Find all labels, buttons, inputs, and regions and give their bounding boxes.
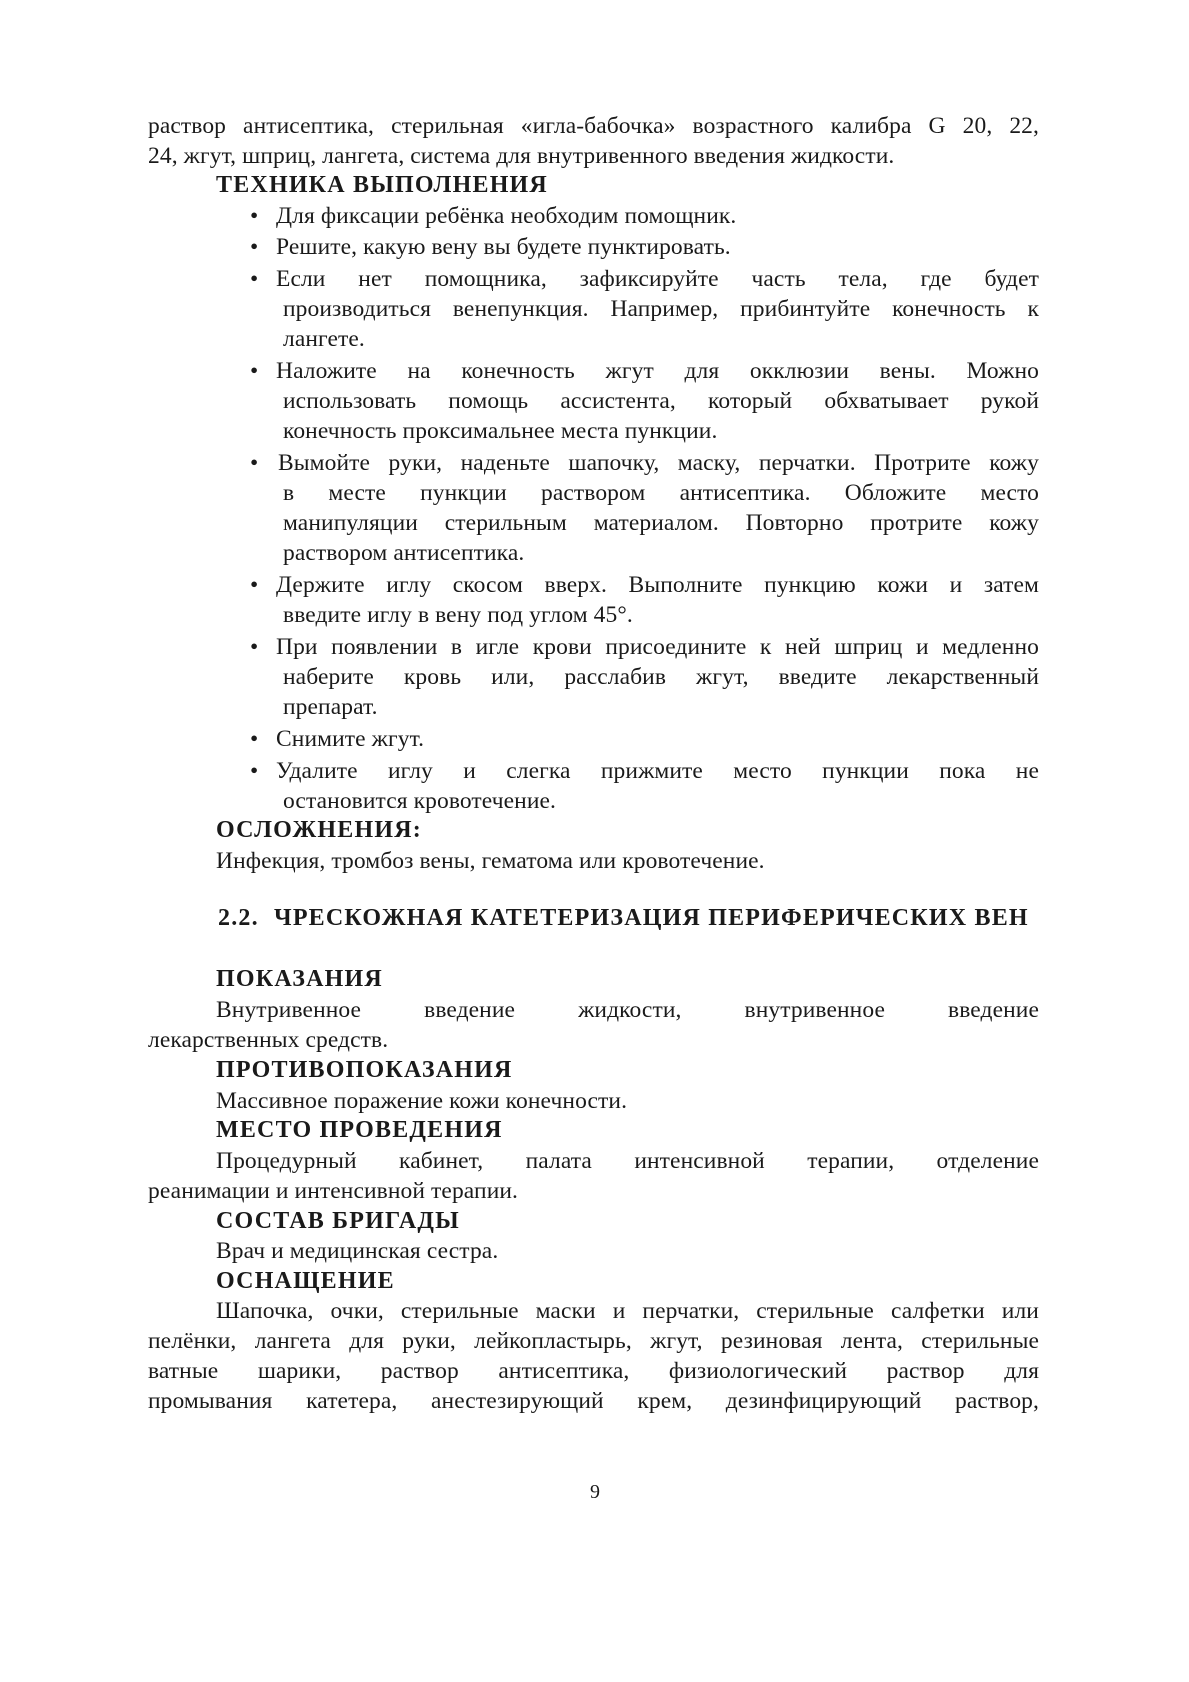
list-item-line: раствором антисептика.	[283, 540, 525, 566]
list-item-line: Решите, какую вену вы будете пунктировать.	[276, 234, 731, 260]
equipment-line-1: Шапочка, очки, стерильные маски и перчатки, стерильные салфетки или	[216, 1298, 1039, 1324]
list-item-line: Удалите иглу и слегка прижмите место пункции пока не	[276, 758, 1039, 784]
page-number: 9	[590, 1481, 600, 1503]
bullet-marker: •	[250, 726, 259, 752]
complications-text: Инфекция, тромбоз вены, гематома или кровотечение.	[216, 848, 765, 874]
technique-heading: ТЕХНИКА ВЫПОЛНЕНИЯ	[216, 172, 548, 198]
bullet-marker: •	[250, 450, 259, 476]
place-line-2: реанимации и интенсивной терапии.	[148, 1178, 519, 1204]
bullet-marker: •	[250, 266, 259, 292]
list-item-line: в месте пункции раствором антисептика. Обложите место	[283, 480, 1039, 506]
list-item-line: использовать помощь ассистента, который обхватывает рукой	[283, 388, 1039, 414]
list-item-line: препарат.	[283, 694, 378, 720]
list-item-line: конечность проксимальнее места пункции.	[283, 418, 718, 444]
list-item-line: Вымойте руки, наденьте шапочку, маску, перчатки. Протрите кожу	[278, 450, 1039, 476]
list-item-line: введите иглу в вену под углом 45°.	[283, 602, 633, 628]
bullet-marker: •	[250, 203, 259, 229]
equipment-line-2: пелёнки, лангета для руки, лейкопластырь, жгут, резиновая лента, стерильные	[148, 1328, 1039, 1354]
list-item-line: Держите иглу скосом вверх. Выполните пункцию кожи и затем	[276, 572, 1039, 598]
indications-line-1: Внутривенное введение жидкости, внутривенное введение	[216, 997, 1039, 1023]
contraindications-heading: ПРОТИВОПОКАЗАНИЯ	[216, 1057, 513, 1083]
team-heading: СОСТАВ БРИГАДЫ	[216, 1208, 460, 1234]
equipment-line-4: промывания катетера, анестезирующий крем, дезинфицирующий раствор,	[148, 1388, 1039, 1414]
list-item-line: Снимите жгут.	[276, 726, 425, 752]
list-item-line: При появлении в игле крови присоедините к ней шприц и медленно	[276, 634, 1039, 660]
bullet-marker: •	[250, 572, 259, 598]
list-item-line: манипуляции стерильным материалом. Повторно протрите кожу	[283, 510, 1039, 536]
bullet-marker: •	[250, 234, 259, 260]
complications-heading: ОСЛОЖНЕНИЯ:	[216, 817, 422, 843]
bullet-marker: •	[250, 634, 259, 660]
equipment-line-3: ватные шарики, раствор антисептика, физиологический раствор для	[148, 1358, 1039, 1384]
list-item-line: остановится кровотечение.	[283, 788, 557, 814]
list-item-line: Если нет помощника, зафиксируйте часть тела, где будет	[276, 266, 1039, 292]
list-item-line: Для фиксации ребёнка необходим помощник.	[276, 203, 737, 229]
place-line-1: Процедурный кабинет, палата интенсивной терапии, отделение	[216, 1148, 1039, 1174]
intro-line-1: раствор антисептика, стерильная «игла-бабочка» возрастного калибра G 20, 22,	[148, 113, 1039, 139]
list-item-line: Наложите на конечность жгут для окклюзии вены. Можно	[276, 358, 1039, 384]
section-number: 2.2.	[218, 905, 259, 931]
indications-heading: ПОКАЗАНИЯ	[216, 966, 383, 992]
list-item-line: наберите кровь или, расслабив жгут, введите лекарственный	[283, 664, 1039, 690]
section-title: ЧРЕСКОЖНАЯ КАТЕТЕРИЗАЦИЯ ПЕРИФЕРИЧЕСКИХ ВЕН	[274, 905, 1029, 931]
bullet-marker: •	[250, 358, 259, 384]
list-item-line: лангете.	[283, 326, 365, 352]
team-text: Врач и медицинская сестра.	[216, 1238, 499, 1264]
list-item-line: производиться венепункция. Например, прибинтуйте конечность к	[283, 296, 1039, 322]
bullet-marker: •	[250, 758, 259, 784]
place-heading: МЕСТО ПРОВЕДЕНИЯ	[216, 1117, 503, 1143]
indications-line-2: лекарственных средств.	[148, 1027, 389, 1053]
equipment-heading: ОСНАЩЕНИЕ	[216, 1268, 395, 1294]
intro-line-2: 24, жгут, шприц, лангета, система для внутривенного введения жидкости.	[148, 143, 895, 169]
contraindications-text: Массивное поражение кожи конечности.	[216, 1088, 628, 1114]
